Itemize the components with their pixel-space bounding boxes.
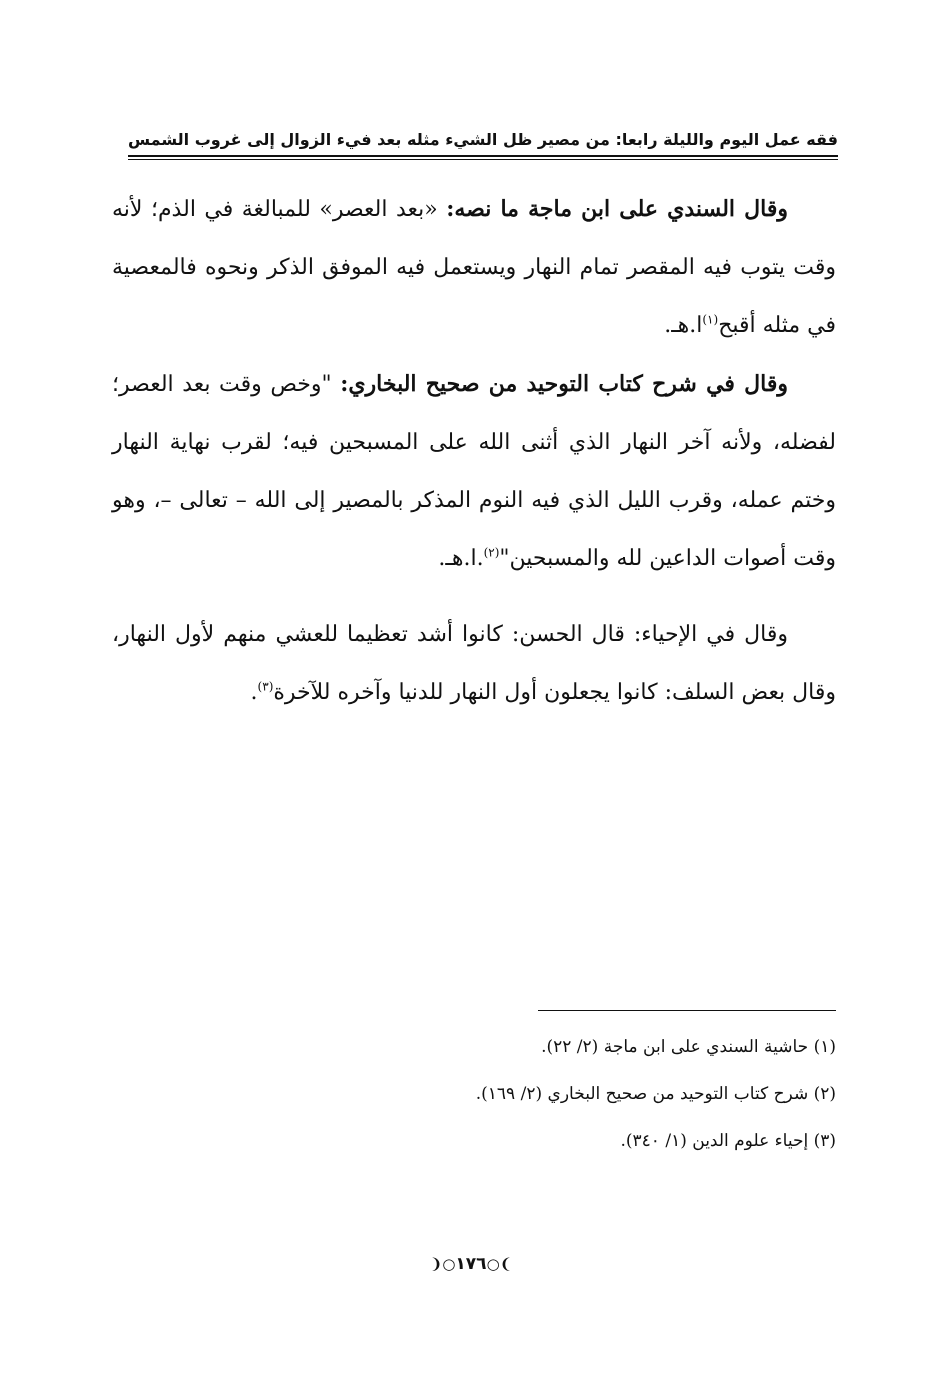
paragraph-text: وقال في الإحياء: قال الحسن: كانوا أشد تعظيما للعشي منهم لأول النهار، وقال بعض السلف: كانوا يجعلون أول النهار للدنيا وآخره للآخرة [112, 622, 836, 705]
footnote-3: (٣) إحياء علوم الدين (١/ ٣٤٠). [620, 1131, 836, 1151]
footnote-marker-3: (٣) [257, 679, 274, 694]
footnote-marker-2: (٢) [483, 545, 500, 560]
paragraph-text: "وخص وقت بعد العصر؛ لفضله، ولأنه آخر النهار الذي أثنى الله على المسبحين فيه؛ لقرب نهاية النهار وختم عمله، وقرب الليل الذي فيه النوم المذكر بالمصير إلى الله – تعالى –، وهو وقت أصوات الداعين لله والمسبحين" [112, 372, 836, 571]
paragraph-lead: وقال السندي على ابن ماجة ما نصه: [446, 196, 788, 222]
header-divider [128, 155, 838, 157]
footnote-marker-1: (١) [702, 312, 719, 327]
book-title: فقه عمل اليوم والليلة [663, 130, 838, 149]
paragraph-tail: . [250, 680, 258, 705]
paragraph-tail: ا.هـ. [664, 313, 703, 338]
footnote-1: (١) حاشية السندي على ابن ماجة (٢/ ٢٢). [541, 1037, 836, 1057]
footnotes [300, 1024, 836, 1165]
page-ornament-left: ○❨ [429, 1255, 456, 1273]
paragraph-ihya-quote [112, 606, 836, 722]
page-number-value: ١٧٦ [455, 1254, 487, 1274]
paragraph-sindi-quote [112, 180, 836, 355]
page-ornament-right: ❩○ [486, 1255, 513, 1273]
main-text [112, 180, 836, 722]
chapter-title: رابعا: من مصير ظل الشيء مثله بعد فيء الزوال إلى غروب الشمس [128, 130, 658, 149]
paragraph-tawhid-commentary [112, 355, 836, 588]
paragraph-lead: وقال في شرح كتاب التوحيد من صحيح البخاري: [340, 371, 788, 397]
footnote-separator [538, 1010, 836, 1011]
page-number [421, 1251, 521, 1277]
header-divider-thin [128, 159, 838, 160]
paragraph-text: «بعد العصر» للمبالغة في الذم؛ لأنه وقت يتوب فيه المقصر تمام النهار ويستعمل فيه الموفق الذكر ونحوه فالمعصية في مثله أقبح [112, 197, 836, 338]
running-header [128, 128, 838, 152]
paragraph-tail: .ا.هـ. [438, 546, 484, 571]
footnote-2: (٢) شرح كتاب التوحيد من صحيح البخاري (٢/ ١٦٩). [475, 1084, 836, 1104]
